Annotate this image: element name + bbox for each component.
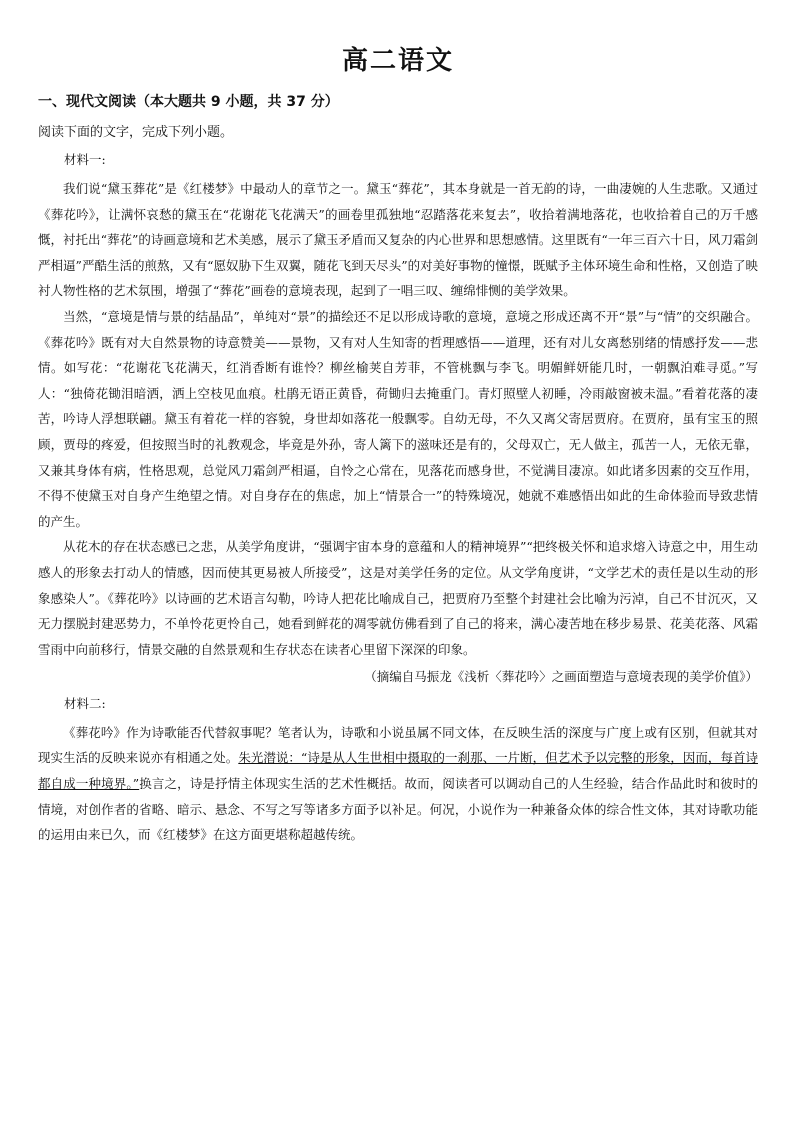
material-one-paragraph: 从花木的存在状态感已之悲，从美学角度讲，“强调宇宙本身的意蕴和人的精神境界”“把终极关怀和追求熔入诗意之中，用生动感人的形象去打动人的情感，因而使其更易被人所接受”，这是对美学任务的定位。从文学角度讲，“文学艺术的责任是以生动的形象感染人”。《葬花吟》以诗画的艺术语言勾勒，吟诗人把花比喻成自己，把贾府乃至整个封建社会比喻为污淖，自己不甘沉灭，又无力摆脱封建恶势力，不单怜花更怜自己，她看到鲜花的凋零就仿佛看到了自己的将来，满心凄苦地在移步易景、花美花落、风霜雪雨中向前移行，情景交融的自然景观和生存状态在读者心里留下深深的印象。 (38, 539, 758, 657)
material-one-paragraph: 我们说“黛玉葬花”是《红楼梦》中最动人的章节之一。黛玉“葬花”，其本身就是一首无韵的诗，一曲凄婉的人生悲歌。又通过《葬花吟》，让满怀哀愁的黛玉在“花谢花飞花满天”的画卷里孤独地“忍踏落花来复去”，收拾着满地落花，也收拾着自己的万千感慨，衬托出“葬花”的诗画意境和艺术美感，展示了黛玉矛盾而又复杂的内心世界和思想感情。这里既有“一年三百六十日，风刀霜剑严相逼”严酷生活的煎熬，又有“愿奴胁下生双翼，随花飞到天尽头”的对美好事物的憧憬，既赋予主体环境生命和性格，又创造了映衬人物性格的艺术氛围，增强了“葬花”画卷的意境表现，起到了一唱三叹、缠绵悱恻的美学效果。 (38, 181, 758, 299)
document-page (38, 40, 758, 848)
material-two-paragraph (38, 720, 758, 848)
material-two-text: 《葬花吟》作为诗歌能否代替叙事呢？笔者认为，诗歌和小说虽属不同文体，在反映生活的深度与广度上或有区别，但就其对现实生活的反映来说亦有相通之处。 (38, 724, 758, 766)
section-heading: 一、现代文阅读（本大题共 9 小题，共 37 分） (38, 94, 339, 110)
material-two-text: 换言之，诗是抒情主体现实生活的艺术性概括。故而，阅读者可以调动自己的人生经验，结合作品此时和彼时的情境，对创作者的省略、暗示、悬念、不写之写等诸多方面予以补足。何况，小说作为一种兼备众体的综合性文体，其对诗歌功能的运用由来已久，而《红楼梦》在这方面更堪称超越传统。 (38, 776, 758, 843)
material-one-paragraph: 当然，“意境是情与景的结晶品”，单纯对“景”的描绘还不足以形成诗歌的意境，意境之形成还离不开“景”与“情”的交织融合。《葬花吟》既有对大自然景物的诗意赞美——景物，又有对人生知寄的哲理感悟——道理，还有对儿女离愁别绪的情感抒发——悲情。如写花：“花谢花飞花满天，红消香断有谁怜？柳丝榆荚自芳菲，不管桃飘与李飞。明媚鲜妍能几时，一朝飘泊难寻觅。”写人：“独倚花锄泪暗洒，洒上空枝见血痕。杜鹃无语正黄昏，荷锄归去掩重门。青灯照壁人初睡，冷雨敲窗被未温。”看着花落的凄苦，吟诗人浮想联翩。黛玉有着花一样的容貌，身世却如落花一般飘零。自幼无母，不久又离父寄居贾府。在贾府，虽有宝玉的照顾，贾母的疼爱，但按照当时的礼教观念，毕竟是外孙，寄人篱下的滋味还是有的，父母双亡，无人做主，孤苦一人，无依无靠，又兼其身体有病，性格思观，总觉风刀霜剑严相逼，自怜之心常在，见落花而感身世，不觉满目凄凉。如此诸多因素的交互作用，不得不使黛玉对自身产生绝望之情。对自身存在的焦虑，加上“情景合一”的特殊境况，她就不难感悟出如此的生命体验而导致悲情的产生。 (38, 308, 758, 529)
material-one-source: （摘编自马振龙《浅析〈葬花吟〉之画面塑造与意境表现的美学价值》） (364, 669, 758, 685)
underlined-quote: 朱光潜说：“诗是从人生世相中摄取的一刹那、一片断，但艺术予以完整的形象，因而，每首诗都自成一种境界。” (38, 750, 758, 792)
page-title: 高二语文 (341, 46, 454, 76)
instruction-text: 阅读下面的文字，完成下列小题。 (38, 125, 234, 140)
material-two-label: 材料二: (64, 695, 106, 711)
material-one-label: 材料一: (64, 152, 106, 167)
